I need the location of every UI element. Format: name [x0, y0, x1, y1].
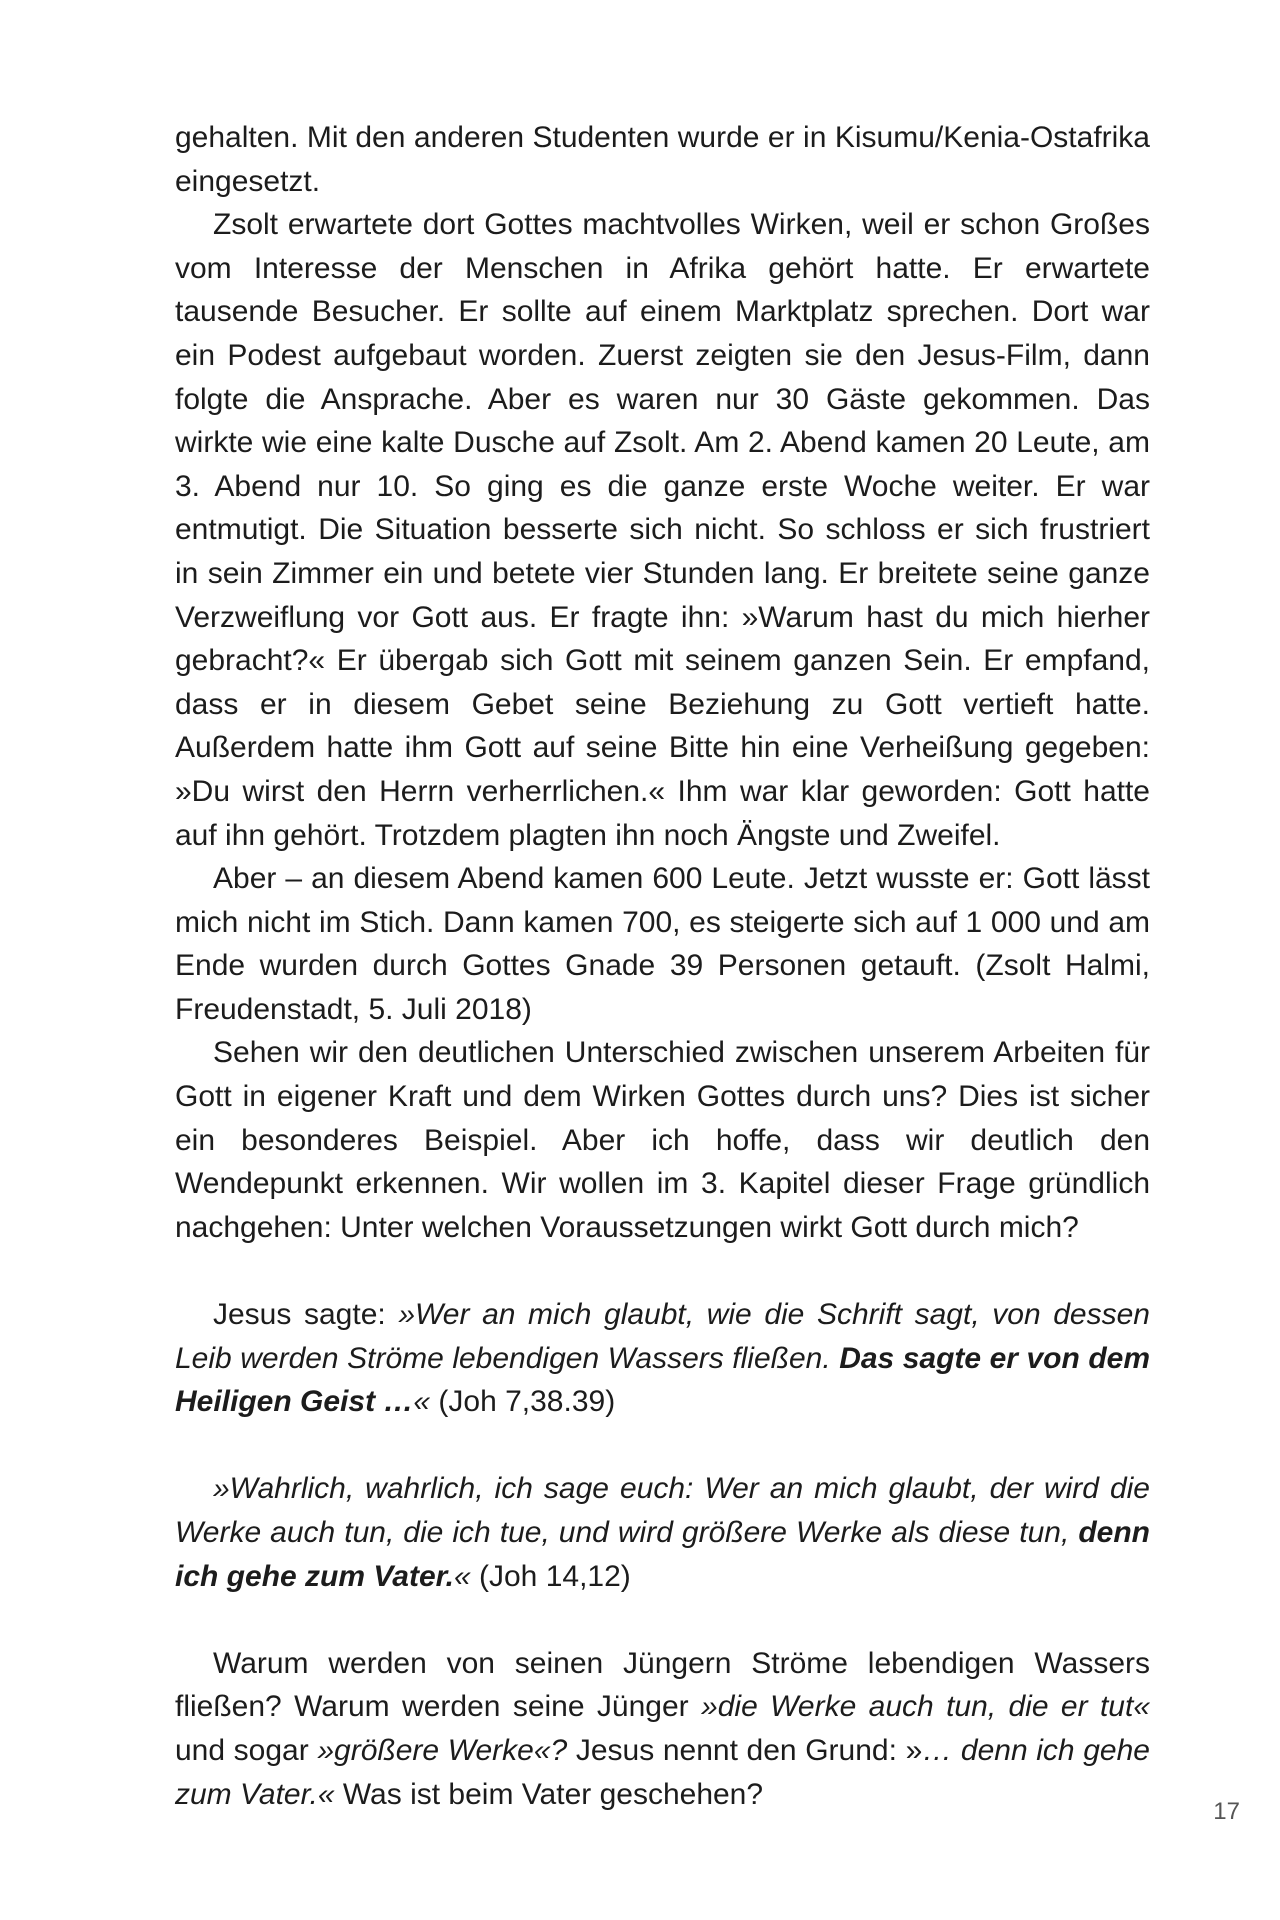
- paragraph-closing-question: [175, 1642, 1150, 1816]
- paragraph-continuation: gehalten. Mit den anderen Studenten wurde er in Kisumu/Kenia-Ostafrika eingesetzt.: [175, 121, 1150, 198]
- quote-close: «: [413, 1385, 431, 1419]
- closing-italic: … denn ich gehe zum Vater.«: [175, 1733, 1150, 1811]
- bible-quote-john-7: [175, 1293, 1150, 1424]
- closing-italic: »die Werke auch tun, die er tut«: [701, 1690, 1151, 1724]
- quote-close: «: [453, 1559, 471, 1593]
- closing-italic: »größere Werke«?: [317, 1733, 568, 1767]
- quote-bold: Das sagte er von dem Heiligen Geist …: [175, 1341, 1151, 1419]
- paragraph-difference: Sehen wir den deutlichen Unterschied zwischen unserem Arbeiten für Gott in eigener Kraft und dem Wirken Gottes durch uns? Dies ist sicher ein besonderes Beispiel. Aber ich hoffe, dass wir deutlich den Wendepunkt erkennen. Wir wollen im 3. Kapitel dieser Frage gründlich nachgehen: Unter welchen Voraussetzungen wirkt Gott durch mich?: [175, 1036, 1150, 1244]
- quote-italic: »Wahrlich, wahrlich, ich sage euch: Wer an mich glaubt, der wird die Werke auch tun, die ich tue, und wird größere Werke als diese tun,: [175, 1472, 1150, 1549]
- closing-text: Warum werden von seinen Jüngern Ströme lebendigen Wassers fließen? Warum werden seine Jünger: [175, 1646, 1150, 1724]
- quote-bold: denn ich gehe zum Vater.: [175, 1516, 1150, 1593]
- closing-text: und sogar: [175, 1733, 318, 1767]
- quote-reference: (Joh 7,38.39): [430, 1385, 616, 1419]
- bible-quote-john-14: [175, 1467, 1150, 1598]
- body-text: [175, 116, 1150, 1816]
- quote-reference: (Joh 14,12): [470, 1559, 631, 1593]
- quote-lead: Jesus sagte:: [213, 1298, 399, 1332]
- closing-text: Jesus nennt den Grund: »: [567, 1733, 923, 1767]
- closing-text: Was ist beim Vater geschehen?: [334, 1777, 764, 1811]
- page-number: 17: [1213, 1798, 1240, 1825]
- paragraph-600-people: Aber – an diesem Abend kamen 600 Leute. Jetzt wusste er: Gott lässt mich nicht im Stich. Dann kamen 700, es steigerte sich auf 1 000 und am Ende wurden durch Gottes Gnade 39 Personen getauft. (Zsolt Halmi, Freudenstadt, 5. Juli 2018): [175, 862, 1150, 1026]
- quote-italic: »Wer an mich glaubt, wie die Schrift sagt, von dessen Leib werden Ströme lebendigen Wassers fließen.: [175, 1298, 1150, 1375]
- paragraph-zsolt-expectation: Zsolt erwartete dort Gottes machtvolles Wirken, weil er schon Großes vom Interesse der Menschen in Afrika gehört hatte. Er erwartete tausende Besucher. Er sollte auf einem Marktplatz sprechen. Dort war ein Podest aufgebaut worden. Zuerst zeigten sie den Jesus-Film, dann folgte die Ansprache. Aber es waren nur 30 Gäste gekommen. Das wirkte wie eine kalte Dusche auf Zsolt. Am 2. Abend kamen 20 Leute, am 3. Abend nur 10. So ging es die ganze erste Woche weiter. Er war entmutigt. Die Situation besserte sich nicht. So schloss er sich frustriert in sein Zimmer ein und betete vier Stunden lang. Er breitete seine ganze Verzweiflung vor Gott aus. Er fragte ihn: »Warum hast du mich hierher gebracht?« Er übergab sich Gott mit seinem ganzen Sein. Er empfand, dass er in diesem Gebet seine Beziehung zu Gott vertieft hatte. Außerdem hatte ihm Gott auf seine Bitte hin eine Verheißung gegeben: »Du wirst den Herrn verherrlichen.« Ihm war klar geworden: Gott hatte auf ihn gehört. Trotzdem plagten ihn noch Ängste und Zweifel.: [175, 208, 1150, 852]
